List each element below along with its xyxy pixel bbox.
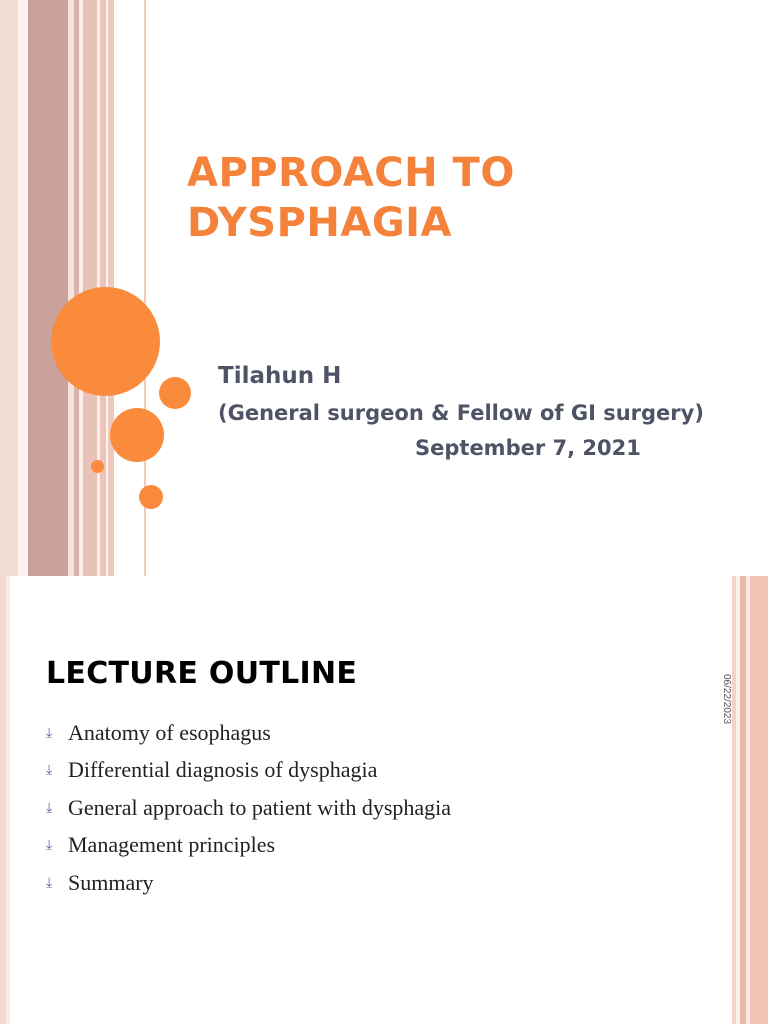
list-item-label: Differential diagnosis of dysphagia [68,757,378,783]
decorative-circle-large [51,287,160,396]
outline-list [46,714,451,902]
list-item [46,714,451,752]
list-item-label: General approach to patient with dysphagia [68,794,452,820]
list-item [46,752,451,790]
list-item [46,827,451,865]
arrow-down-plus-icon: ⤓ [46,724,53,741]
outline-title: LECTURE OUTLINE [46,656,358,691]
list-item-label: Management principles [68,832,276,858]
arrow-down-plus-icon: ⤓ [46,837,53,854]
author-role: (General surgeon & Fellow of GI surgery) [218,401,704,425]
side-date: 06/22/2023 [721,674,732,725]
author-name: Tilahun H [218,363,342,389]
arrow-down-plus-icon: ⤓ [46,799,53,816]
list-item-label: Summary [68,869,154,895]
slide-title-line-2: DYSPHAGIA [187,200,452,246]
decorative-stripe [0,0,18,576]
decorative-circle-small [139,485,163,509]
decorative-stripe [750,576,768,1024]
decorative-stripe [6,576,10,1024]
arrow-down-plus-icon: ⤓ [46,874,53,891]
decorative-circle-medium [110,408,164,462]
list-item [46,789,451,827]
presentation-date: September 7, 2021 [415,436,641,460]
outline-slide [0,576,768,1024]
decorative-circle-tiny [91,460,104,473]
list-item [46,864,451,902]
list-item-label: Anatomy of esophagus [68,719,271,745]
arrow-down-plus-icon: ⤓ [46,762,53,779]
slide-title-line-1: APPROACH TO [187,150,515,196]
decorative-stripe [18,0,28,576]
decorative-circle-small [159,377,191,409]
decorative-stripe [28,0,68,576]
slide-title [187,148,707,248]
